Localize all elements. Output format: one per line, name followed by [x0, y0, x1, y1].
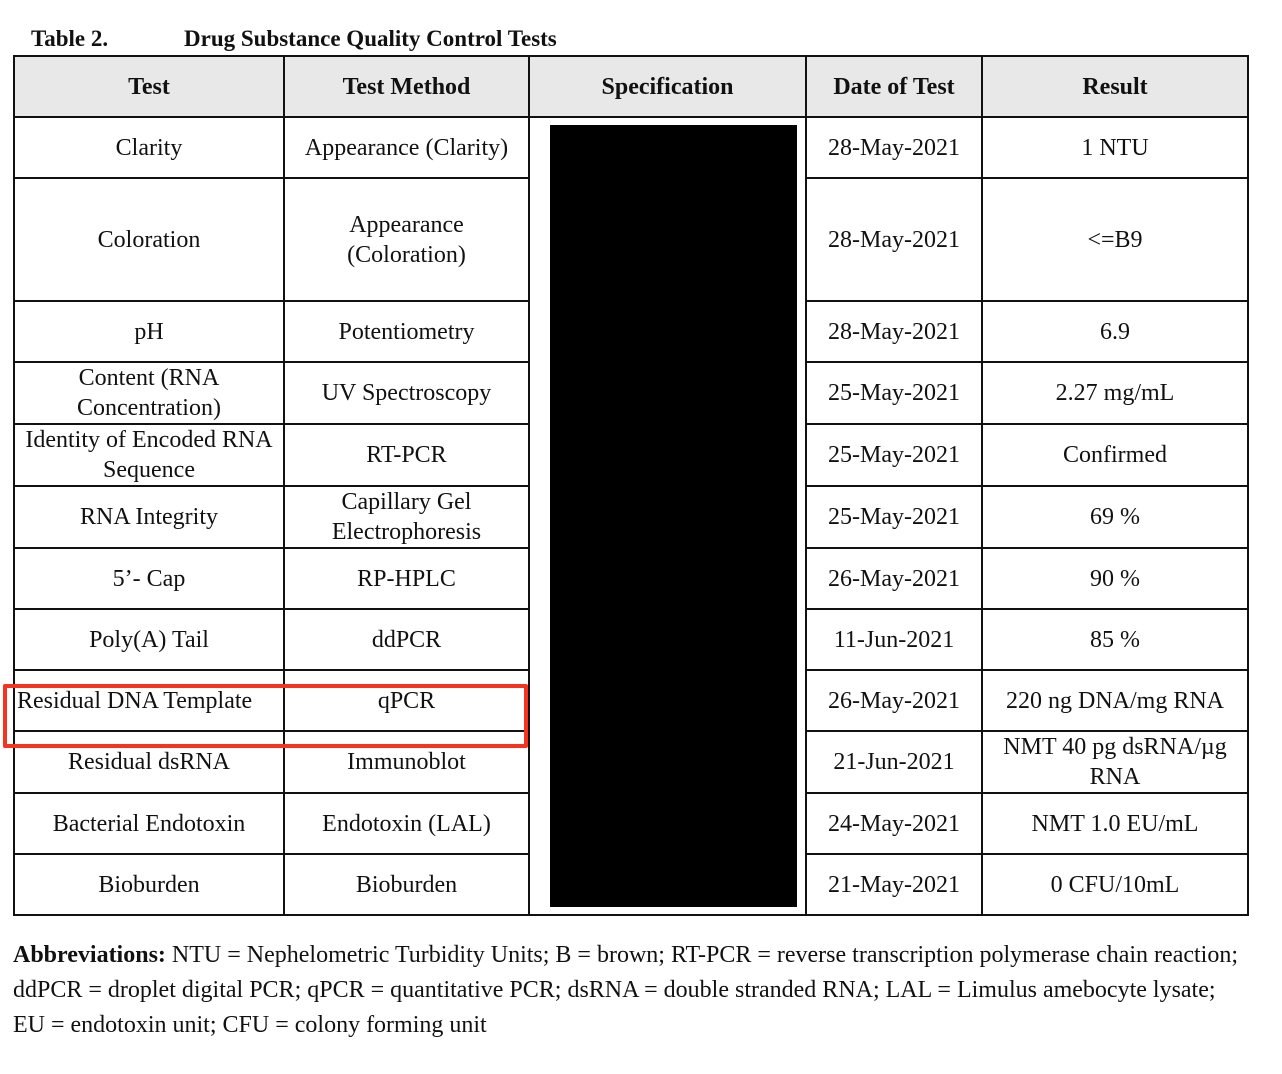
- cell-test: pH: [14, 301, 284, 362]
- cell-test-method: Appearance (Clarity): [284, 117, 529, 178]
- header-result: Result: [982, 56, 1248, 117]
- cell-result: 220 ng DNA/mg RNA: [982, 670, 1248, 731]
- cell-test-method: Potentiometry: [284, 301, 529, 362]
- table-caption: [31, 26, 557, 52]
- cell-test-method: ddPCR: [284, 609, 529, 670]
- header-date-of-test: Date of Test: [806, 56, 982, 117]
- header-specification: Specification: [529, 56, 806, 117]
- cell-result: 2.27 mg/mL: [982, 362, 1248, 424]
- cell-result: 0 CFU/10mL: [982, 854, 1248, 915]
- abbreviations-label: Abbreviations:: [13, 942, 166, 968]
- cell-test: Bacterial Endotoxin: [14, 793, 284, 854]
- cell-test-method: qPCR: [284, 670, 529, 731]
- cell-test: Clarity: [14, 117, 284, 178]
- cell-result: 90 %: [982, 548, 1248, 609]
- cell-test-method: Capillary Gel Electrophoresis: [284, 486, 529, 548]
- cell-result: 69 %: [982, 486, 1248, 548]
- cell-date-of-test: 25-May-2021: [806, 362, 982, 424]
- cell-test-method: Immunoblot: [284, 731, 529, 793]
- header-row: [14, 56, 1248, 117]
- cell-test-method: Bioburden: [284, 854, 529, 915]
- cell-date-of-test: 26-May-2021: [806, 548, 982, 609]
- table-row: [14, 117, 1248, 178]
- cell-specification: [529, 117, 806, 915]
- cell-date-of-test: 11-Jun-2021: [806, 609, 982, 670]
- cell-test-method: RP-HPLC: [284, 548, 529, 609]
- cell-test: Identity of Encoded RNA Sequence: [14, 424, 284, 486]
- cell-test: 5’- Cap: [14, 548, 284, 609]
- cell-result: NMT 1.0 EU/mL: [982, 793, 1248, 854]
- cell-result: 85 %: [982, 609, 1248, 670]
- header-test: Test: [14, 56, 284, 117]
- cell-test: Residual DNA Template: [14, 670, 284, 731]
- cell-date-of-test: 28-May-2021: [806, 301, 982, 362]
- abbreviations-text: NTU = Nephelometric Turbidity Units; B = brown; RT-PCR = reverse transcription polymerase chain reaction; ddPCR = droplet digital PCR; qPCR = quantitative PCR; dsRNA = double stranded RNA; LAL = Limulus amebocyte lysate; EU = endotoxin unit; CFU = colony forming unit: [13, 942, 1239, 1038]
- cell-date-of-test: 21-May-2021: [806, 854, 982, 915]
- cell-test: Poly(A) Tail: [14, 609, 284, 670]
- cell-test-method: UV Spectroscopy: [284, 362, 529, 424]
- table-title: Drug Substance Quality Control Tests: [184, 26, 557, 51]
- cell-test-method: Endotoxin (LAL): [284, 793, 529, 854]
- cell-date-of-test: 25-May-2021: [806, 424, 982, 486]
- cell-test-method: Appearance (Coloration): [284, 178, 529, 301]
- cell-result: NMT 40 pg dsRNA/µg RNA: [982, 731, 1248, 793]
- cell-test: Residual dsRNA: [14, 731, 284, 793]
- cell-date-of-test: 28-May-2021: [806, 178, 982, 301]
- cell-date-of-test: 21-Jun-2021: [806, 731, 982, 793]
- table-number: Table 2.: [31, 26, 109, 51]
- highlight-box: [3, 684, 528, 748]
- cell-result: 6.9: [982, 301, 1248, 362]
- cell-result: Confirmed: [982, 424, 1248, 486]
- cell-date-of-test: 25-May-2021: [806, 486, 982, 548]
- cell-test: Content (RNA Concentration): [14, 362, 284, 424]
- header-test-method: Test Method: [284, 56, 529, 117]
- abbreviations-note: [13, 938, 1253, 1043]
- cell-date-of-test: 24-May-2021: [806, 793, 982, 854]
- cell-test: Coloration: [14, 178, 284, 301]
- cell-test: RNA Integrity: [14, 486, 284, 548]
- cell-test: Bioburden: [14, 854, 284, 915]
- redaction-block: [550, 125, 797, 907]
- cell-date-of-test: 28-May-2021: [806, 117, 982, 178]
- qc-tests-table: [13, 55, 1249, 916]
- cell-test-method: RT-PCR: [284, 424, 529, 486]
- cell-date-of-test: 26-May-2021: [806, 670, 982, 731]
- cell-result: <=B9: [982, 178, 1248, 301]
- cell-result: 1 NTU: [982, 117, 1248, 178]
